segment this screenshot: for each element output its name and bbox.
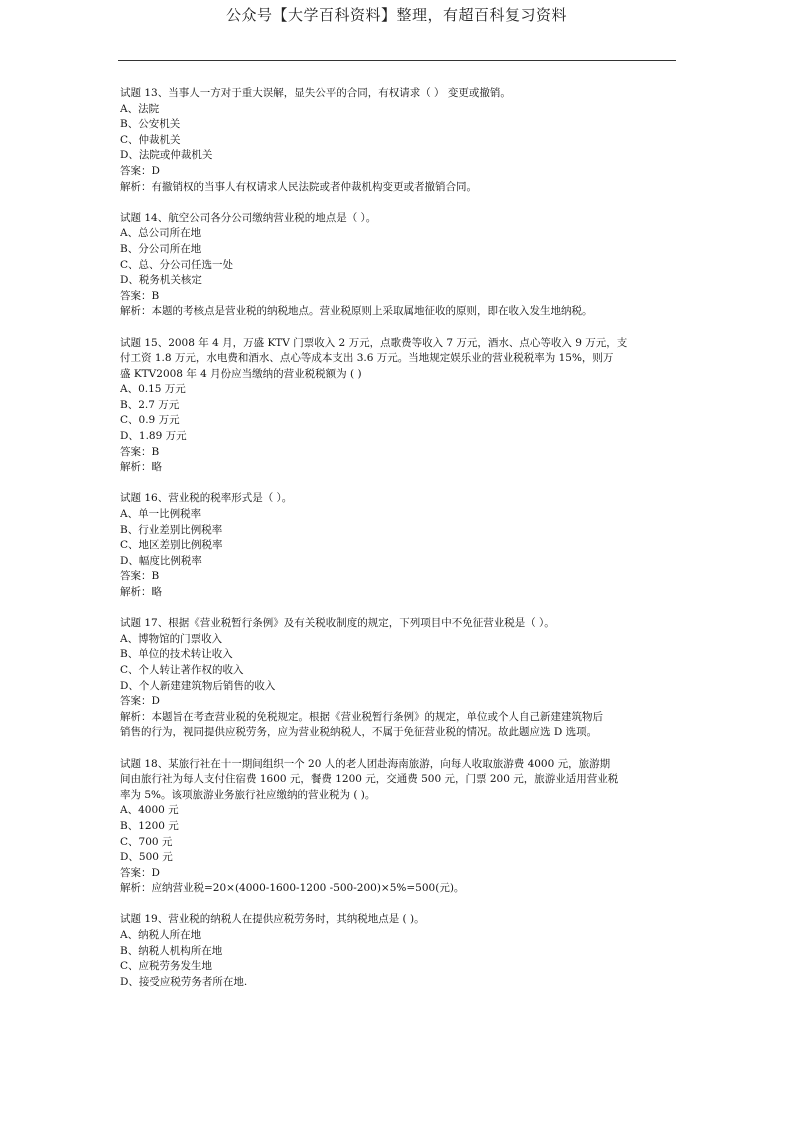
answer-option: A、总公司所在地	[120, 227, 202, 240]
question-stem: 试题 13、当事人一方对于重大误解，显失公平的合同，有权请求（ ） 变更或撤销。	[120, 87, 511, 99]
question-stem: 试题 17、根据《营业税暂行条例》及有关税收制度的规定，下列项目中不免征营业税是（ ）。	[120, 617, 555, 630]
question-stem: 试题 16、营业税的税率形式是（ ）。	[120, 492, 293, 505]
answer-option: C、仲裁机关	[120, 133, 181, 146]
question-block	[120, 912, 676, 990]
question-stem: 盛 KTV2008 年 4 月份应当缴纳的营业税税额为 ( )	[120, 367, 362, 380]
answer-option: B、行业差别比例税率	[120, 523, 223, 536]
answer-key: 答案：B	[120, 445, 160, 458]
question-block	[120, 491, 676, 600]
answer-key: 答案：D	[120, 164, 160, 177]
question-block	[120, 336, 676, 476]
answer-explanation: 解析：略	[120, 461, 162, 474]
answer-option: B、公安机关	[120, 118, 181, 131]
answer-option: C、总、分公司任选一处	[120, 258, 234, 271]
answer-explanation: 解析：本题旨在考查营业税的免税规定。根据《营业税暂行条例》的规定，单位或个人自己新建建筑物后	[120, 710, 603, 723]
question-stem: 试题 19、营业税的纳税人在提供应税劳务时，其纳税地点是 ( )。	[120, 913, 425, 926]
answer-option: B、纳税人机构所在地	[120, 944, 223, 957]
answer-option: D、幅度比例税率	[120, 554, 202, 567]
answer-option: C、地区差别比例税率	[120, 539, 223, 552]
question-block	[120, 757, 676, 897]
answer-option: D、500 元	[120, 851, 173, 864]
answer-option: B、1200 元	[120, 819, 179, 832]
answer-option: A、法院	[120, 102, 160, 115]
answer-option: B、分公司所在地	[120, 242, 202, 255]
answer-key: 答案：D	[120, 695, 160, 708]
question-list	[120, 86, 676, 1006]
answer-explanation: 销售的行为，视同提供应税劳务，应为营业税纳税人，不属于免征营业税的情况。故此题应选 D 选项。	[120, 726, 598, 739]
question-stem: 率为 5%。该项旅游业务旅行社应缴纳的营业税为 ( )。	[120, 788, 376, 801]
answer-key: 答案：B	[120, 570, 160, 583]
answer-option: D、法院或仲裁机关	[120, 149, 213, 162]
question-block	[120, 211, 676, 320]
answer-option: D、1.89 万元	[120, 430, 187, 443]
question-stem: 试题 15、2008 年 4 月，万盛 KTV 门票收入 2 万元，点歌费等收入 7 万元，酒水、点心等收入 9 万元，支	[120, 336, 628, 349]
answer-option: B、单位的技术转让收入	[120, 648, 233, 661]
answer-explanation: 解析：应纳营业税=20×(4000-1600-1200 -500-200)×5%=500(元)。	[120, 882, 465, 895]
answer-option: A、纳税人所在地	[120, 929, 202, 942]
question-block	[120, 616, 676, 741]
answer-explanation: 解析：略	[120, 586, 162, 598]
question-stem: 间由旅行社为每人支付住宿费 1600 元，餐费 1200 元，交通费 500 元，门票 200 元，旅游业适用营业税	[120, 773, 619, 786]
header-divider	[118, 60, 676, 61]
answer-option: D、个人新建建筑物后销售的收入	[120, 679, 276, 692]
question-stem: 试题 18、某旅行社在十一期间组织一个 20 人的老人团赴海南旅游，向每人收取旅游费 4000 元，旅游期	[120, 757, 611, 770]
page-header-title: 公众号【大学百科资料】整理，有超百科复习资料	[225, 6, 567, 24]
question-block	[120, 86, 676, 195]
answer-key: 答案：D	[120, 866, 160, 879]
answer-option: C、应税劳务发生地	[120, 960, 213, 973]
answer-option: C、0.9 万元	[120, 414, 180, 427]
answer-key: 答案：B	[120, 289, 160, 302]
answer-explanation: 解析：有撤销权的当事人有权请求人民法院或者仲裁机构变更或者撤销合同。	[120, 180, 477, 193]
answer-option: D、税务机关核定	[120, 274, 202, 287]
answer-option: C、700 元	[120, 835, 173, 848]
question-stem: 试题 14、航空公司各分公司缴纳营业税的地点是（ ）。	[120, 211, 377, 224]
answer-explanation: 解析：本题的考核点是营业税的纳税地点。营业税原则上采取属地征收的原则，即在收入发生地纳税。	[120, 305, 593, 318]
answer-option: C、个人转让著作权的收入	[120, 663, 244, 676]
answer-option: A、0.15 万元	[120, 383, 186, 396]
answer-option: D、接受应税劳务者所在地.	[120, 975, 248, 988]
question-stem: 付工资 1.8 万元，水电费和酒水、点心等成本支出 3.6 万元。当地规定娱乐业的营业税税率为 15%，则万	[120, 352, 614, 365]
answer-option: A、4000 元	[120, 804, 179, 817]
answer-option: B、2.7 万元	[120, 398, 180, 411]
answer-option: A、博物馆的门票收入	[120, 632, 223, 645]
answer-option: A、单一比例税率	[120, 508, 202, 521]
